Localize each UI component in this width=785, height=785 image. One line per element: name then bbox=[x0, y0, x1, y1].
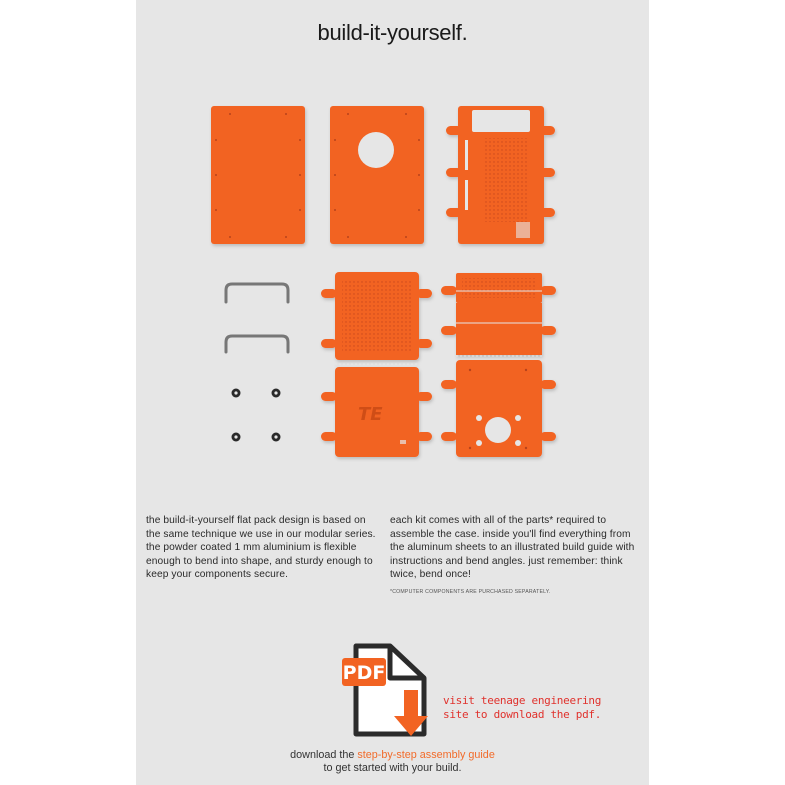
page bbox=[136, 0, 649, 785]
side-panel-plain bbox=[211, 106, 305, 244]
page-title: build-it-yourself. bbox=[317, 20, 468, 45]
assembly-guide-link[interactable]: step-by-step assembly guide bbox=[357, 749, 495, 761]
download-caption bbox=[136, 749, 649, 775]
main-shell-panel bbox=[321, 272, 432, 457]
visit-site-note: visit teenage engineering site to download the pdf. bbox=[443, 694, 602, 721]
handle bbox=[226, 284, 288, 302]
side-panel-with-hole bbox=[330, 106, 424, 244]
pdf-badge: PDF bbox=[342, 662, 386, 684]
flat-pack-parts-illustration bbox=[136, 0, 649, 470]
download-prefix: download the bbox=[290, 749, 358, 761]
svg-text:TE: TE bbox=[358, 404, 383, 425]
pdf-download-icon[interactable] bbox=[342, 640, 452, 740]
footnote: *COMPUTER COMPONENTS ARE PURCHASED SEPARATELY. bbox=[390, 589, 551, 595]
description-right: each kit comes with all of the parts* required to assemble the case. inside you'll find everything from the aluminum sheets to an illustrated build guide with instructions and bend angles. just remember: think twice, bend once! bbox=[390, 515, 635, 581]
main-shell-panel-folded bbox=[441, 273, 556, 457]
top-bottom-panel bbox=[446, 106, 555, 244]
handle bbox=[226, 336, 288, 352]
description-left: the build-it-yourself flat pack design is based on the same technique we use in our modular series. the powder coated 1 mm aluminium is flexible enough to bend into shape, and sturdy enough to keep your components secure. bbox=[146, 515, 376, 581]
download-line2: to get started with your build. bbox=[323, 762, 462, 774]
rubber-foot bbox=[232, 389, 281, 442]
